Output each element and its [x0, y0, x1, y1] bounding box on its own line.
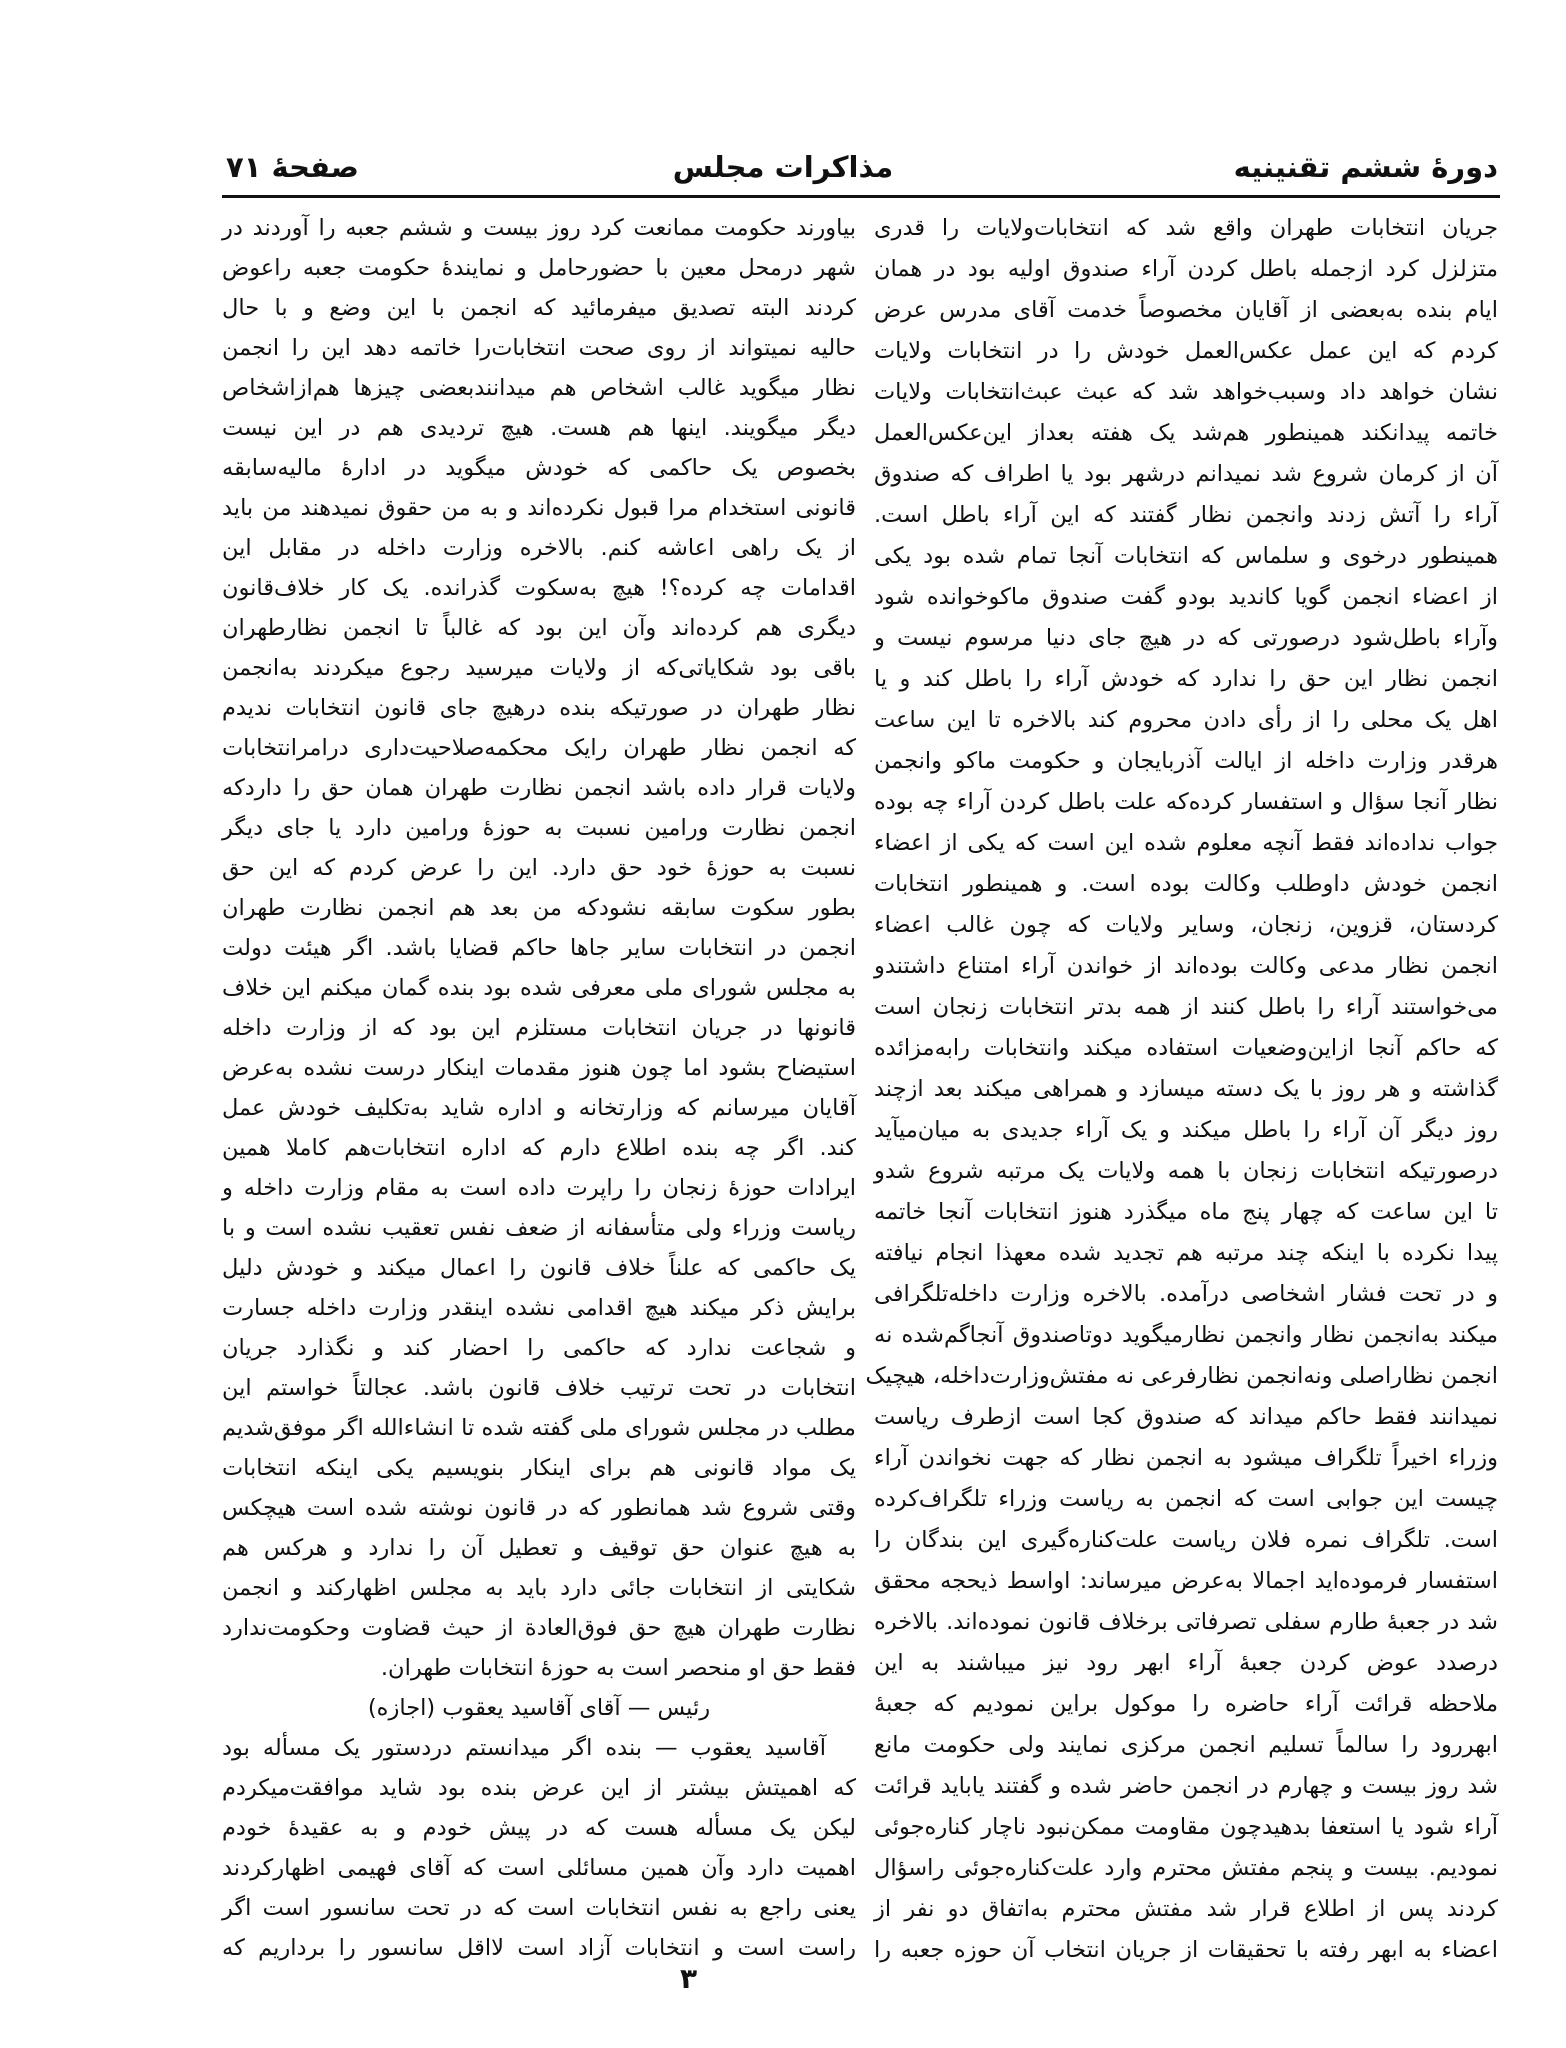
text-line: برایش ذکر میکند هیچ اقدامی نشده اینقدر وزارت داخله جسارت [222, 1295, 856, 1321]
text-line: بخصوص یک حاکمی که خودش میگوید در ادارهٔ مالیه‌سابقه [222, 455, 856, 481]
text-line: نشان خواهد داد وسبب‌خواهد شد که عبث عبث‌انتخابات ولایات [874, 379, 1498, 405]
text-line: ایام بنده به‌بعضی از آقایان مخصوصاً خدمت آقای مدرس عرض [874, 297, 1498, 323]
text-line: ابهررود را سالماً تسلیم انجمن مرکزی نمایند ولی حکومت مانع [874, 1732, 1498, 1758]
text-line: آن از کرمان شروع شد نمیدانم درشهر بود یا اطراف که صندوق [874, 461, 1498, 487]
text-line: حالیه نمیتواند از روی صحت انتخابات‌را خاتمه دهد این را انجمن [222, 335, 856, 361]
text-line: اعضاء به ابهر رفته با تحقیقات از جریان انتخاب آن حوزه جعبه را [874, 1937, 1498, 1963]
text-line: هرقدر وزارت داخله از ایالت آذربایجان و حکومت ماکو وانجمن [874, 748, 1498, 774]
text-line: یک مواد قانونی هم برای اینکار بنویسیم یکی اینکه انتخابات [222, 1455, 856, 1481]
text-line: انتخابات در تحت ترتیب خلاف قانون باشد. عجالتاً خواستم این [222, 1375, 856, 1401]
text-line: جریان انتخابات طهران واقع شد که انتخابات‌ولایات را قدری [874, 215, 1498, 241]
page-number: ۳ [680, 1962, 698, 1995]
page-label: صفحهٔ ۷۱ [226, 150, 359, 184]
text-line: اهمیت دارد وآن همین مسائلی است که آقای فهیمی اظهارکردند [222, 1855, 856, 1881]
speaker-heading: رئیس — آقای آقاسید یعقوب (اجازه) [367, 1695, 711, 1721]
text-line: ملاحظه قرائت آراء حاضره را موکول براین نمودیم که جعبهٔ [874, 1691, 1498, 1717]
left-column [222, 208, 856, 1968]
text-line: آقاسید یعقوب — بنده اگر میدانستم دردستور یک مسأله بود [222, 1735, 826, 1761]
text-line: نظار طهران در صورتیکه بنده درهیچ جای قانون انتخابات ندیدم [222, 695, 856, 721]
text-line: فقط حق او منحصر است به حوزهٔ انتخابات طهران. [380, 1655, 856, 1681]
text-line: گذاشته و هر روز با یک دسته میسازد و همراهی میکند بعد ازچند [874, 1076, 1498, 1102]
text-line: که حاکم آنجا ازاین‌وضعیات استفاده میکند وانتخابات رابه‌مزائده [874, 1035, 1498, 1061]
text-line: لیکن یک مسأله هست که در پیش خودم و به عقیدهٔ خودم [222, 1815, 856, 1841]
text-line: ولایات قرار داده باشد انجمن نظارت طهران همان حق را داردکه [222, 775, 856, 801]
text-line: می‌خواستند آراء را باطل کنند از همه بدتر انتخابات زنجان است [874, 994, 1498, 1020]
text-line: جواب نداده‌اند فقط آنچه معلوم شده این است که یکی از اعضاء [874, 830, 1498, 856]
text-line: از اعضاء انجمن گویا کاندید بودو گفت صندوق ماکوخوانده شود [874, 584, 1498, 610]
text-line: خاتمه پیدانکند همینطور هم‌شد یک هفته بعداز این‌عکس‌العمل [874, 420, 1498, 446]
text-line: باقی بود شکایاتی‌که از ولایات میرسید رجوع میکردند به‌انجمن [222, 655, 856, 681]
text-line: نظارت طهران هیچ حق فوق‌العادة از حیث قضاوت وحکومت‌ندارد [222, 1615, 856, 1641]
text-line: است. تلگراف نمره فلان ریاست علت‌کناره‌گیری این بندگان را [874, 1527, 1498, 1553]
text-line: که انجمن نظار طهران رایک محکمه‌صلاحیت‌داری درامرانتخابات [222, 735, 856, 761]
text-line: وآراء باطل‌شود درصورتی که در هیچ جای دنیا مرسوم نیست و [874, 625, 1498, 651]
text-line: شد روز بیست و چهارم در انجمن حاضر شده و گفتند یاباید قرائت [874, 1773, 1498, 1799]
text-line: دیگری هم کرده‌اند وآن این بود که غالباً تا انجمن نظارطهران [222, 615, 856, 641]
text-line: و شجاعت ندارد که حاکمی را احضار کند و نگذارد جریان [222, 1335, 856, 1361]
text-line: انجمن نظارت ورامین نسبت به حوزهٔ ورامین دارد یا جای دیگر [222, 815, 856, 841]
text-line: ایرادات حوزهٔ زنجان را راپرت داده است به مقام وزارت داخله و [222, 1175, 856, 1201]
text-line: انجمن نظار مدعی وکالت بوده‌اند از خواندن آراء امتناع داشتندو [874, 953, 1498, 979]
text-line: وزراء اخیراً تلگراف میشود به انجمن نظار که جهت نخواندن آراء [874, 1445, 1498, 1471]
text-line: نمودیم. بیست و پنجم مفتش محترم وارد علت‌کناره‌جوئی راسؤال [874, 1855, 1498, 1881]
text-line: نظار آنجا سؤال و استفسار کرده‌که علت باطل کردن آراء چه بوده [874, 789, 1498, 815]
text-line: مطلب در مجلس شورای ملی گفته شده تا انشاءالله اگر موفق‌شدیم [222, 1415, 856, 1441]
text-line: ریاست وزراء ولی متأسفانه از ضعف نفس تعقیب نشده است و با [222, 1215, 856, 1241]
text-line: استفسار فرموده‌اید اجمالا به‌عرض میرساند: اواسط ذیحجه محقق [874, 1568, 1498, 1594]
text-line: قانونها در جریان انتخابات مستلزم این بود که از وزارت داخله [222, 1015, 856, 1041]
text-line: همینطور درخوی و سلماس که انتخابات آنجا تمام شده بود یکی [874, 543, 1498, 569]
text-line: کردند البته تصدیق میفرمائید که انجمن با این وضع و با حال [222, 295, 856, 321]
header-rule [222, 195, 1500, 198]
text-line: نمیدانند فقط حاکم میداند که صندوق کجا است ازطرف ریاست [874, 1404, 1498, 1430]
text-line: یک حاکمی که علناً خلاف قانون را اعمال میکند و خودش دلیل [222, 1255, 856, 1281]
text-line: انجمن خودش داوطلب وکالت بوده است. و همینطور انتخابات [874, 871, 1498, 897]
volume-title: دورهٔ ششم تقنینیه [1233, 150, 1498, 184]
text-line: قانونی استخدام مرا قبول نکرده‌اند و به من حقوق نمیدهند من باید [222, 495, 856, 521]
text-line: بیاورند حکومت ممانعت کرد روز بیست و ششم جعبه را آوردند در [222, 215, 856, 241]
text-line: متزلزل کرد ازجمله باطل کردن آراء صندوق اولیه بود در همان [874, 256, 1498, 282]
text-line: نظار میگوید غالب اشخاص هم میدانندبعضی چیزها هم‌ازاشخاص [222, 375, 856, 401]
text-line: انجمن نظاراصلی ونه‌انجمن نظارفرعی نه مفتش‌وزارت‌داخله، هیچیک [865, 1363, 1498, 1389]
text-line: درصدد عوض کردن جعبهٔ آراء ابهر رود نیز میباشند به این [874, 1650, 1498, 1676]
right-column [865, 208, 1498, 1971]
text-line: آراء شود یا استعفا بدهیدچون مقاومت ممکن‌نبود ناچار کناره‌جوئی [874, 1814, 1498, 1840]
text-line: کردند پس از اطلاع قرار شد مفتش محترم به‌اتفاق دو نفر از [874, 1896, 1498, 1922]
text-line: کند. اگر چه بنده اطلاع دارم که اداره انتخابات‌هم کاملا همین [222, 1135, 856, 1161]
text-line: آقایان میرسانم که وزارتخانه و اداره شاید به‌تکلیف خودش عمل [222, 1095, 856, 1121]
text-line: اهل یک محلی را از رأی دادن محروم کند بالاخره تا این ساعت [874, 707, 1498, 733]
text-line: کردم که این عمل عکس‌العمل خودش را در انتخابات ولایات [874, 338, 1498, 364]
text-line: پیدا نکرده با اینکه چند مرتبه هم تجدید شده معهذا انجام نیافته [874, 1240, 1498, 1266]
text-line: شکایتی از انتخابات جائی دارد باید به مجلس اظهارکند و انجمن [222, 1575, 856, 1601]
text-line: شهر درمحل معین با حضورحامل و نمایندهٔ حکومت جعبه راعوض [222, 255, 856, 281]
text-line: که اهمیتش بیشتر از این عرض بنده بود شاید موافقت‌میکردم [222, 1775, 856, 1801]
text-line: وقتی شروع شد همانطور که در قانون نوشته شده است هیچکس [222, 1495, 856, 1521]
text-line: شد در جعبهٔ طارم سفلی تصرفاتی برخلاف قانون نموده‌اند. بالاخره [874, 1609, 1498, 1635]
text-line: میکند به‌انجمن نظار وانجمن نظارمیگوید دوتاصندوق آنجاگم‌شده نه [874, 1322, 1498, 1348]
text-line: انجمن نظار این حق را ندارد که خودش آراء را باطل کند و یا [874, 666, 1498, 692]
text-line: استیضاح بشود اما چون هنوز مقدمات اینکار درست نشده به‌عرض [222, 1055, 856, 1081]
text-line: آراء را آتش زدند وانجمن نظار گفتند که این آراء باطل است. [874, 502, 1498, 528]
text-line: روز دیگر آن آراء را باطل میکند و یک آراء جدیدی به میان‌میآید [874, 1117, 1498, 1143]
text-line: راست است و انتخابات آزاد است لااقل سانسور را برداریم که [222, 1935, 856, 1961]
text-line: به مجلس شورای ملی معرفی شده بود بنده گمان میکنم این خلاف [222, 975, 856, 1001]
text-line: درصورتیکه انتخابات زنجان با همه ولایات یک مرتبه شروع شدو [874, 1158, 1498, 1184]
text-line: تا این ساعت که چهار پنج ماه میگذرد هنوز انتخابات آنجا خاتمه [874, 1199, 1498, 1225]
text-line: از یک راهی اعاشه کنم. بالاخره وزارت داخله در مقابل این [222, 535, 856, 561]
text-line: اقدامات چه کرده؟! هیچ به‌سکوت گذرانده. یک کار خلاف‌قانون [222, 575, 856, 601]
text-line: نسبت به حوزهٔ خود حق دارد. این را عرض کردم که این حق [222, 855, 856, 881]
text-line: کردستان، قزوین، زنجان، وسایر ولایات که چون غالب اعضاء [874, 912, 1498, 938]
text-line: و در تحت فشار اشخاصی درآمده. بالاخره وزارت داخله‌تلگرافی [874, 1281, 1498, 1307]
text-line: چیست این جوابی است که انجمن به ریاست وزراء تلگراف‌کرده [874, 1486, 1498, 1512]
text-line: یعنی راجع به نفس انتخابات است که در تحت سانسور است اگر [222, 1895, 856, 1921]
text-line: دیگر میگویند. اینها هم هست. هیچ تردیدی هم در این نیست [222, 415, 856, 441]
text-line: به هیچ عنوان حق توقیف و تعطیل آن را ندارد و هرکس هم [222, 1535, 856, 1561]
publication-title: مذاکرات مجلس [672, 150, 894, 184]
text-line: بطور سکوت سابقه نشودکه من بعد هم انجمن نظارت طهران [222, 895, 856, 921]
text-line: انجمن در انتخابات سایر جاها حاکم قضایا باشد. اگر هیئت دولت [222, 935, 856, 961]
